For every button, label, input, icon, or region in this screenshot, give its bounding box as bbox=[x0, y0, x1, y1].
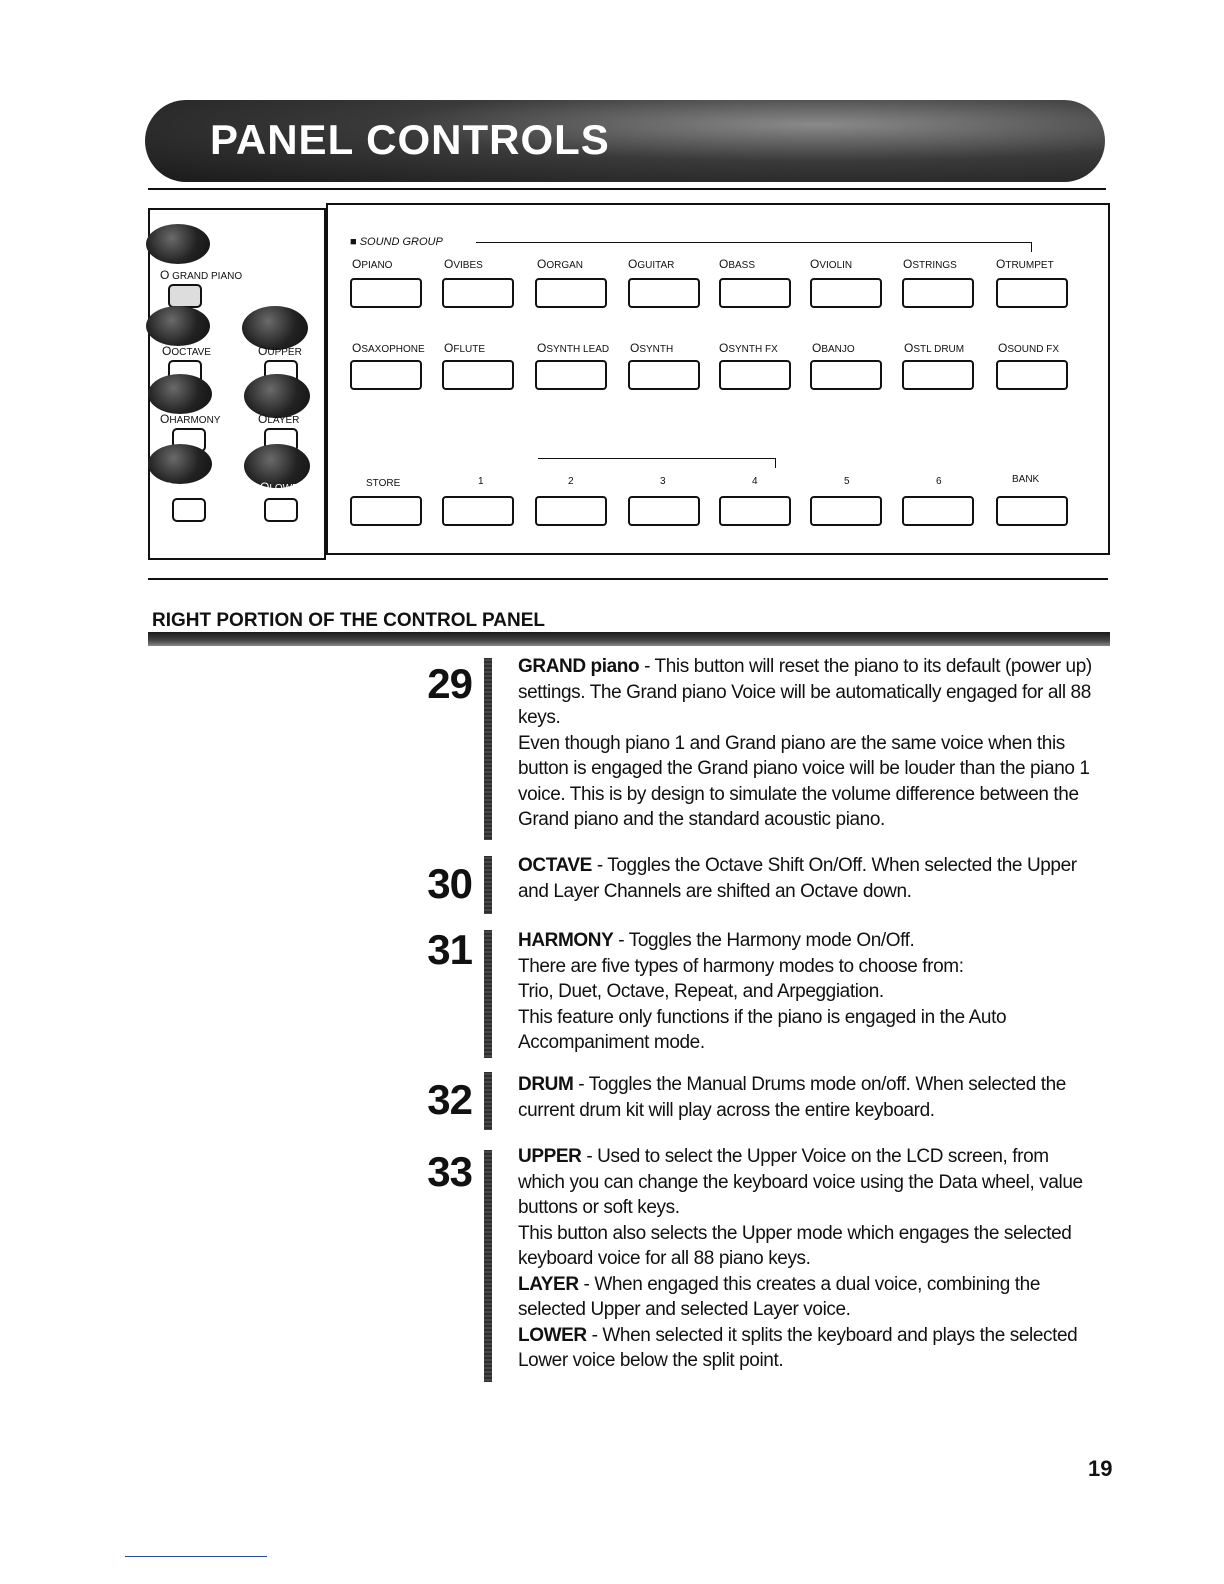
voice-label-flute: OFLUTE bbox=[444, 341, 486, 355]
store-label: STORE bbox=[366, 478, 401, 489]
entry-33-text: UPPER - Used to select the Upper Voice on the LCD screen, from which you can change the keyboard voice using the Data wheel, value buttons or soft keys. This button also selects the Upper mode which engages the selected keyboard voice for all 88 piano keys. LAYER - When engaged this creates a dual voice, combining the selected Upper and selected Layer voice. LOWER - When selected it splits the keyboard and plays the selected Lower voice below the split point. bbox=[518, 1146, 1083, 1371]
voice-label-organ: OORGAN bbox=[537, 257, 584, 271]
entry-term: UPPER bbox=[518, 1146, 582, 1167]
entry-number: 32 bbox=[427, 1076, 472, 1123]
entry-bar bbox=[484, 1150, 492, 1382]
memory-label-3: 3 bbox=[660, 476, 666, 487]
memory-3-button[interactable] bbox=[628, 496, 700, 526]
violin-button[interactable] bbox=[810, 278, 882, 308]
entry-term: DRUM bbox=[518, 1074, 574, 1095]
voice-label-sound-fx: OSOUND FX bbox=[998, 341, 1060, 355]
grand-piano-label: O GRAND PIANO bbox=[160, 268, 243, 282]
entry-term: HARMONY bbox=[518, 930, 614, 951]
entry-number: 31 bbox=[427, 926, 472, 973]
synth-lead-button[interactable] bbox=[535, 360, 607, 390]
memory-6-button[interactable] bbox=[902, 496, 974, 526]
page-number: 19 bbox=[1088, 1456, 1113, 1481]
bank-button[interactable] bbox=[996, 496, 1068, 526]
panel-left-section bbox=[148, 208, 326, 560]
organ-button[interactable] bbox=[535, 278, 607, 308]
entry-number: 29 bbox=[427, 660, 472, 707]
memory-2-button[interactable] bbox=[535, 496, 607, 526]
led-indicator-icon bbox=[148, 444, 212, 484]
bank-label: BANK bbox=[1012, 474, 1040, 485]
entry-term: OCTAVE bbox=[518, 855, 592, 876]
memory-4-button[interactable] bbox=[719, 496, 791, 526]
memory-1-button[interactable] bbox=[442, 496, 514, 526]
led-indicator-icon bbox=[146, 306, 210, 346]
synth-button[interactable] bbox=[628, 360, 700, 390]
piano-button[interactable] bbox=[350, 278, 422, 308]
entry-bar bbox=[484, 658, 492, 840]
memory-label-6: 6 bbox=[936, 476, 942, 487]
entry-term: LAYER bbox=[518, 1273, 579, 1295]
memory-5-button[interactable] bbox=[810, 496, 882, 526]
voice-label-vibes: OVIBES bbox=[444, 257, 483, 271]
led-indicator-icon bbox=[148, 374, 212, 414]
bass-button[interactable] bbox=[719, 278, 791, 308]
memory-label-5: 5 bbox=[844, 476, 850, 487]
upper-label: OUPPER bbox=[258, 344, 302, 358]
grand-piano-button[interactable] bbox=[168, 284, 202, 308]
section-bar bbox=[148, 632, 1110, 646]
entry-30-text: OCTAVE - Toggles the Octave Shift On/Off. When selected the Upper and Layer Channels are shifted an Octave down. bbox=[518, 855, 1077, 902]
vibes-button[interactable] bbox=[442, 278, 514, 308]
lower-label: OLOWER bbox=[260, 480, 307, 494]
voice-label-saxophone: OSAXOPHONE bbox=[352, 341, 425, 355]
voice-label-stl-drum: OSTL DRUM bbox=[904, 341, 965, 355]
octave-label: OOCTAVE bbox=[162, 344, 211, 358]
footer-line bbox=[125, 1556, 267, 1557]
voice-label-banjo: OBANJO bbox=[812, 341, 855, 355]
voice-label-synth-lead: OSYNTH LEAD bbox=[537, 341, 610, 355]
sound-group-bracket bbox=[476, 242, 1032, 243]
trumpet-button[interactable] bbox=[996, 278, 1068, 308]
page-title: PANEL CONTROLS bbox=[210, 116, 610, 163]
entry-number: 30 bbox=[427, 860, 472, 907]
voice-label-trumpet: OTRUMPET bbox=[996, 257, 1054, 271]
sound-fx-button[interactable] bbox=[996, 360, 1068, 390]
entry-bar bbox=[484, 1072, 492, 1130]
memory-label-2: 2 bbox=[568, 476, 574, 487]
entry-32-text: DRUM - Toggles the Manual Drums mode on/off. When selected the current drum kit will play across the entire keyboard. bbox=[518, 1074, 1066, 1121]
sound-group-label: ■ SOUND GROUP bbox=[350, 236, 443, 248]
banjo-button[interactable] bbox=[810, 360, 882, 390]
stl-drum-button[interactable] bbox=[902, 360, 974, 390]
guitar-button[interactable] bbox=[628, 278, 700, 308]
voice-label-piano: OPIANO bbox=[352, 257, 393, 271]
drum-button[interactable] bbox=[172, 498, 206, 522]
entry-term: GRAND piano bbox=[518, 656, 640, 677]
layer-label: OLAYER bbox=[258, 412, 300, 426]
drum-label: ODRUM bbox=[164, 480, 204, 494]
led-indicator-icon bbox=[146, 224, 210, 264]
voice-label-bass: OBASS bbox=[719, 257, 756, 271]
lower-button[interactable] bbox=[264, 498, 298, 522]
entry-number: 33 bbox=[427, 1148, 472, 1195]
memory-bracket-tick bbox=[775, 458, 776, 468]
voice-label-violin: OVIOLIN bbox=[810, 257, 853, 271]
sound-group-bracket-tick bbox=[1031, 242, 1032, 252]
section-title: RIGHT PORTION OF THE CONTROL PANEL bbox=[152, 610, 546, 631]
divider bbox=[148, 578, 1108, 580]
flute-button[interactable] bbox=[442, 360, 514, 390]
store-button[interactable] bbox=[350, 496, 422, 526]
saxophone-button[interactable] bbox=[350, 360, 422, 390]
memory-label-4: 4 bbox=[752, 476, 758, 487]
memory-bracket bbox=[538, 458, 776, 459]
voice-label-synth: OSYNTH bbox=[630, 341, 674, 355]
harmony-label: OHARMONY bbox=[160, 412, 221, 426]
voice-label-guitar: OGUITAR bbox=[628, 257, 675, 271]
voice-label-strings: OSTRINGS bbox=[903, 257, 957, 271]
synth-fx-button[interactable] bbox=[719, 360, 791, 390]
voice-label-synth-fx: OSYNTH FX bbox=[719, 341, 778, 355]
memory-label-1: 1 bbox=[478, 476, 484, 487]
strings-button[interactable] bbox=[902, 278, 974, 308]
entry-31-text: HARMONY - Toggles the Harmony mode On/Off. There are five types of harmony modes to choose from: Trio, Duet, Octave, Repeat, and Arpeggiation. This feature only functions if the piano is engaged in the Auto Accompaniment mode. bbox=[518, 930, 1007, 1053]
divider bbox=[148, 188, 1106, 190]
entry-bar bbox=[484, 930, 492, 1058]
entry-bar bbox=[484, 856, 492, 914]
entry-29-text: GRAND piano - This button will reset the piano to its default (power up) settings. The Grand piano Voice will be automatically engaged for all 88 keys. Even though piano 1 and Grand piano are the same voice when this button is engaged the Grand piano voice will be louder than the piano 1 voice. This is by design to simulate the volume difference between the Grand piano and the standard acoustic piano. bbox=[518, 656, 1092, 830]
entry-term: LOWER bbox=[518, 1324, 587, 1346]
